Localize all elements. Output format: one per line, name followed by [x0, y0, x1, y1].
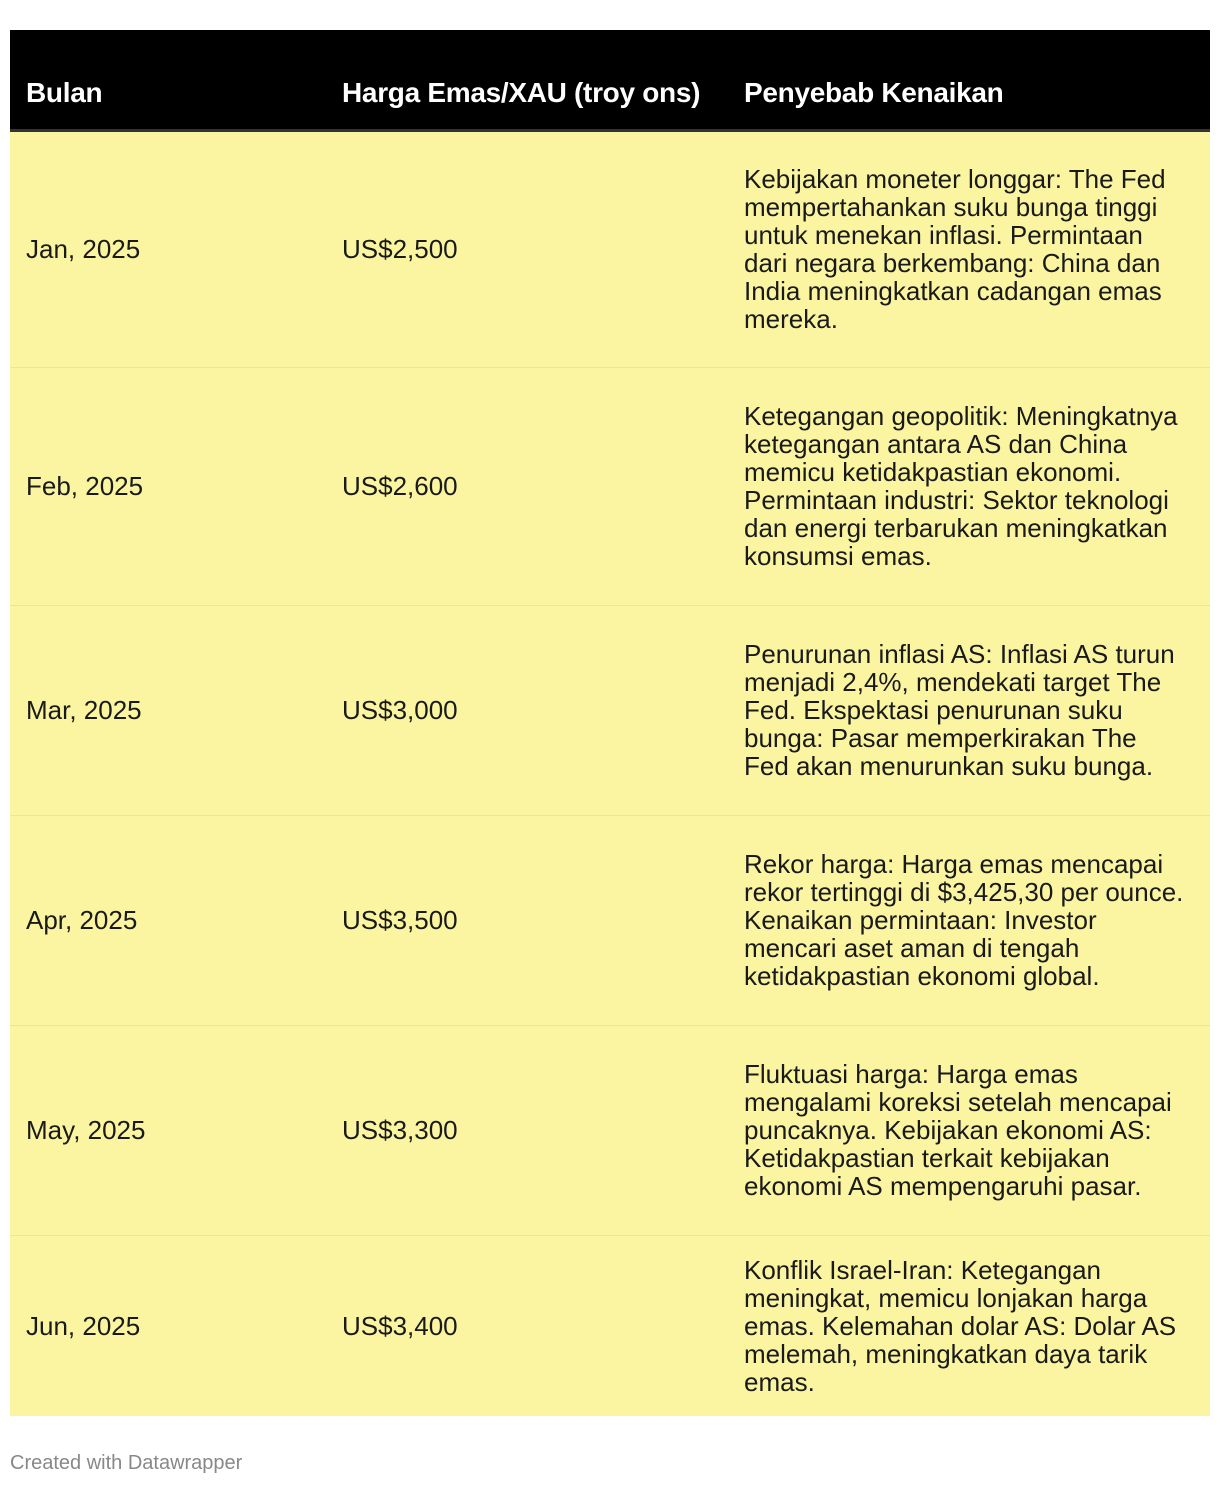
table-row [10, 1235, 1210, 1416]
table-body [10, 130, 1210, 1416]
column-header-reason[interactable]: Penyebab Kenaikan [728, 30, 1210, 130]
cell-price: US$3,400 [326, 1235, 728, 1416]
table-row [10, 1025, 1210, 1235]
cell-reason: Fluktuasi harga: Harga emas mengalami koreksi setelah mencapai puncaknya. Kebijakan ekonomi AS: Ketidakpastian terkait kebijakan ekonomi AS mempengaruhi pasar. [728, 1025, 1210, 1235]
cell-month: Mar, 2025 [10, 605, 326, 815]
cell-reason: Rekor harga: Harga emas mencapai rekor tertinggi di $3,425,30 per ounce. Kenaikan permintaan: Investor mencari aset aman di tengah ketidakpastian ekonomi global. [728, 815, 1210, 1025]
cell-month: May, 2025 [10, 1025, 326, 1235]
header-row [10, 30, 1210, 130]
data-table-container [10, 30, 1210, 1416]
cell-price: US$2,500 [326, 130, 728, 367]
gold-price-table [10, 30, 1210, 1416]
table-header [10, 30, 1210, 130]
cell-reason: Penurunan inflasi AS: Inflasi AS turun menjadi 2,4%, mendekati target The Fed. Ekspektasi penurunan suku bunga: Pasar memperkirakan The Fed akan menurunkan suku bunga. [728, 605, 1210, 815]
cell-month: Jun, 2025 [10, 1235, 326, 1416]
table-row [10, 605, 1210, 815]
cell-reason: Ketegangan geopolitik: Meningkatnya ketegangan antara AS dan China memicu ketidakpastian ekonomi. Permintaan industri: Sektor teknologi dan energi terbarukan meningkatkan konsumsi emas. [728, 367, 1210, 605]
cell-month: Feb, 2025 [10, 367, 326, 605]
table-row [10, 130, 1210, 367]
cell-price: US$3,000 [326, 605, 728, 815]
cell-price: US$2,600 [326, 367, 728, 605]
table-row [10, 815, 1210, 1025]
datawrapper-credit[interactable]: Created with Datawrapper [10, 1452, 243, 1474]
cell-price: US$3,300 [326, 1025, 728, 1235]
table-row [10, 367, 1210, 605]
column-header-month[interactable]: Bulan [10, 30, 326, 130]
column-header-price[interactable]: Harga Emas/XAU (troy ons) [326, 30, 728, 130]
cell-month: Jan, 2025 [10, 130, 326, 367]
cell-price: US$3,500 [326, 815, 728, 1025]
cell-month: Apr, 2025 [10, 815, 326, 1025]
cell-reason: Kebijakan moneter longgar: The Fed mempertahankan suku bunga tinggi untuk menekan inflasi. Permintaan dari negara berkembang: China dan India meningkatkan cadangan emas mereka. [728, 130, 1210, 367]
cell-reason: Konflik Israel-Iran: Ketegangan meningkat, memicu lonjakan harga emas. Kelemahan dolar AS: Dolar AS melemah, meningkatkan daya tarik emas. [728, 1235, 1210, 1416]
